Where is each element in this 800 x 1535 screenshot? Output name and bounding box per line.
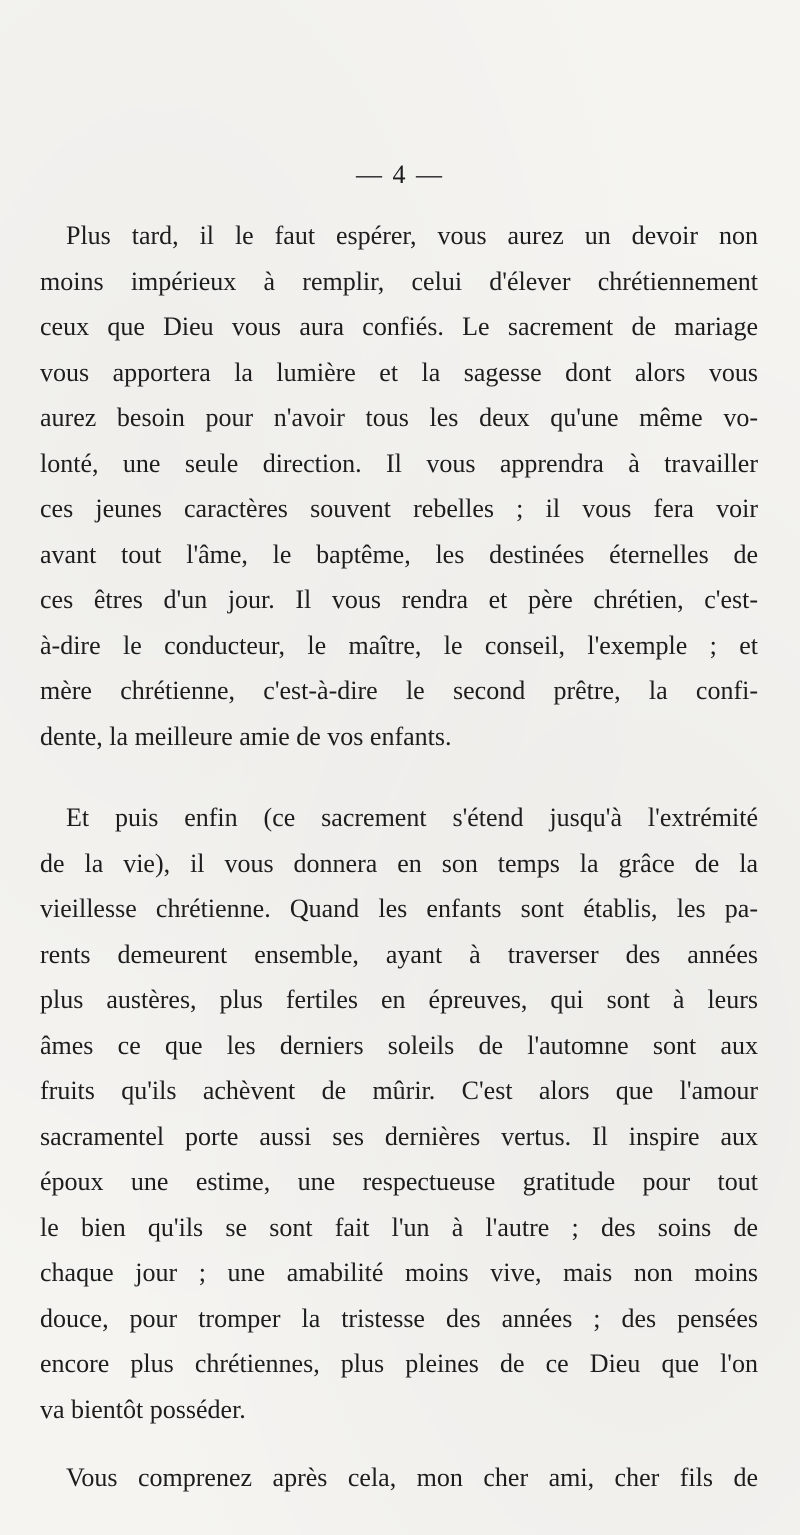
text-line: vous apportera la lumière et la sagesse dont alors vous [40,357,758,387]
text-line: encore plus chrétiennes, plus pleines de ce Dieu que l'on [40,1349,758,1378]
paragraph [40,795,758,1432]
text-line: à-dire le conducteur, le maître, le conseil, l'exemple ; et [40,630,758,660]
text-line: chaque jour ; une amabilité moins vive, mais non moins [40,1258,758,1287]
text-line: rents demeurent ensemble, ayant à traverser des années [40,939,758,969]
text-line: avant tout l'âme, le baptême, les destinées éternelles de [40,539,758,569]
text-line: époux une estime, une respectueuse gratitude pour tout [40,1167,758,1196]
text-line: mère chrétienne, c'est-à-dire le second prêtre, la confi- [40,676,758,705]
text-line: vieillesse chrétienne. Quand les enfants sont établis, les pa- [40,894,758,923]
text-line: lonté, une seule direction. Il vous apprendra à travailler [40,448,758,478]
text-line: ceux que Dieu vous aura confiés. Le sacrement de mariage [40,312,758,341]
text-line: âmes ce que les derniers soleils de l'automne sont aux [40,1030,758,1060]
text-line: dente, la meilleure amie de vos enfants. [40,721,452,751]
text-line: de la vie), il vous donnera en son temps la grâce de la [40,848,758,878]
page-number: — 4 — [356,160,444,189]
text-line: ces êtres d'un jour. Il vous rendra et père chrétien, c'est- [40,585,758,614]
text-line: sacramentel porte aussi ses dernières vertus. Il inspire aux [40,1121,758,1151]
text-line: Vous comprenez après cela, mon cher ami, cher fils de [66,1463,758,1492]
text-line: Et puis enfin (ce sacrement s'étend jusqu'à l'extrémité [66,803,758,832]
text-line: le bien qu'ils se sont fait l'un à l'autre ; des soins de [40,1212,758,1242]
text-line: fruits qu'ils achèvent de mûrir. C'est alors que l'amour [40,1076,758,1105]
text-line: va bientôt posséder. [40,1394,246,1424]
text-line: plus austères, plus fertiles en épreuves, qui sont à leurs [40,985,758,1014]
text-line: aurez besoin pour n'avoir tous les deux qu'une même vo- [40,403,758,432]
text-line: douce, pour tromper la tristesse des années ; des pensées [40,1303,758,1333]
paragraph [40,213,758,759]
text-line: ces jeunes caractères souvent rebelles ; il vous fera voir [40,494,758,523]
paragraph [40,1455,758,1501]
text-line: moins impérieux à remplir, celui d'élever chrétiennement [40,266,758,296]
text-line: Plus tard, il le faut espérer, vous aurez un devoir non [66,221,758,250]
